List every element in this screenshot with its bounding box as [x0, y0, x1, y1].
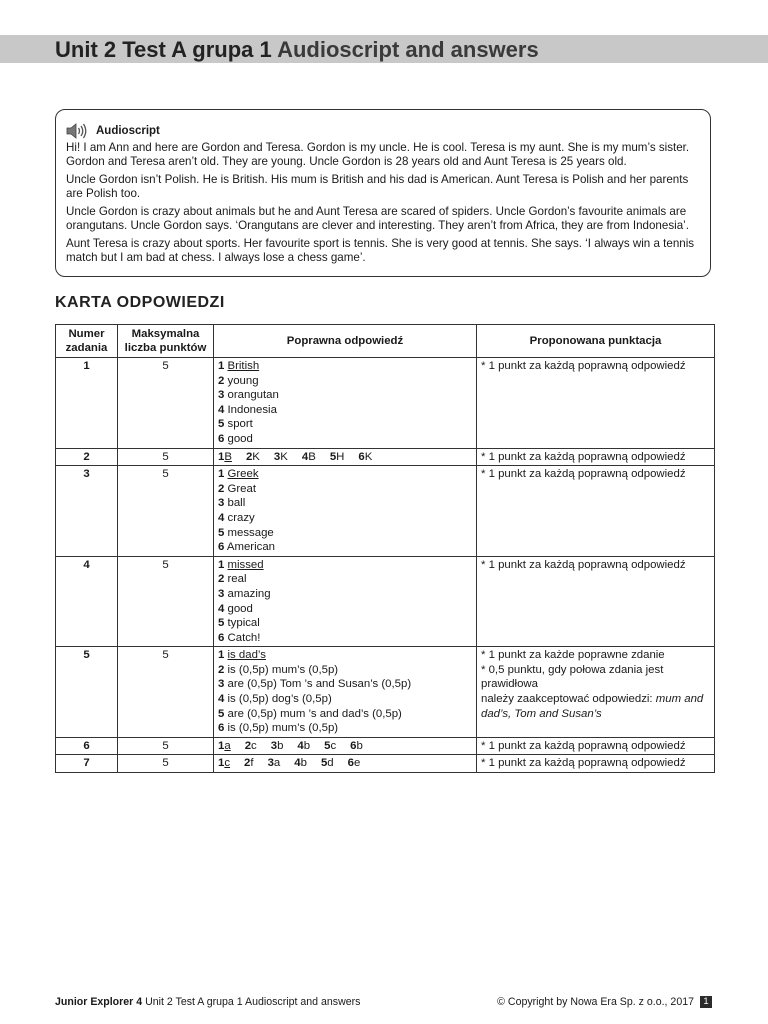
- answer-pair-number: 3: [267, 757, 274, 770]
- answer-item-number: 1: [218, 558, 225, 571]
- answer-pair-letter: a: [224, 739, 231, 752]
- answer-item: [218, 496, 472, 511]
- answer-item: [218, 602, 472, 617]
- section-title: KARTA ODPOWIEDZI: [55, 294, 225, 311]
- answer-item-text: typical: [227, 617, 260, 630]
- scoring-text: * 1 punkt za każdą poprawną odpowiedź: [481, 558, 686, 571]
- answer-pair: [218, 740, 238, 752]
- answer-item-text: real: [227, 573, 247, 586]
- answer-item-text: good: [227, 432, 253, 445]
- answer-pair-letter: H: [336, 450, 345, 463]
- answer-item-number: 5: [218, 707, 225, 720]
- answer-pair-number: 3: [273, 450, 281, 463]
- answer-pair: [358, 451, 379, 463]
- answer-item-number: 4: [218, 403, 225, 416]
- answer-item-number: 2: [218, 573, 225, 586]
- answer-pair-number: 5: [324, 739, 331, 752]
- correct-answer-cell: [214, 466, 477, 557]
- answer-item-text: sport: [227, 418, 253, 431]
- answer-item-number: 5: [218, 617, 225, 630]
- answer-pair-number: 4: [294, 757, 301, 770]
- answer-item-number: 6: [218, 432, 225, 445]
- answer-item: [218, 388, 472, 403]
- answer-item-text: message: [227, 526, 274, 539]
- answer-item-number: 2: [218, 482, 225, 495]
- answer-pair-number: 1: [218, 739, 225, 752]
- answer-item: [218, 677, 472, 692]
- answer-pair-letter: b: [277, 739, 284, 752]
- table-row: [56, 466, 715, 557]
- answer-pair-number: 2: [244, 757, 251, 770]
- correct-answer-cell: [214, 556, 477, 647]
- table-row: [56, 556, 715, 647]
- scoring-cell: [477, 556, 715, 647]
- scoring-text: * 1 punkt za każdą poprawną odpowiedź: [481, 450, 686, 463]
- max-points: 5: [118, 647, 214, 738]
- answer-item: [218, 707, 472, 722]
- footer-copyright: © Copyright by Nowa Era Sp. z o.o., 2017: [497, 996, 694, 1008]
- scoring-cell: [477, 448, 715, 466]
- footer-text: Unit 2 Test A grupa 1 Audioscript and answers: [145, 996, 361, 1008]
- max-points: 5: [118, 556, 214, 647]
- answer-pair-number: 6: [347, 757, 354, 770]
- answer-pair-letter: B: [308, 450, 316, 463]
- answer-item-number: 5: [218, 526, 225, 539]
- answer-pair-number: 2: [244, 739, 252, 752]
- answer-item-text: orangutan: [227, 389, 279, 402]
- answer-item: [218, 417, 472, 432]
- answer-item: [218, 403, 472, 418]
- answer-pair-number: 6: [350, 739, 357, 752]
- footer-book: Junior Explorer 4: [55, 996, 143, 1008]
- answer-item: [218, 587, 472, 602]
- answer-item-text: is (0,5p) mum’s (0,5p): [227, 663, 339, 676]
- scoring-line: * 0,5 punktu, gdy połowa zdania jest prawidłowa: [481, 663, 664, 691]
- scoring-cell: [477, 737, 715, 755]
- answer-pair-number: 1: [218, 450, 225, 463]
- scoring-text: * 1 punkt za każdą poprawną odpowiedź: [481, 468, 686, 481]
- answer-item-number: 3: [218, 389, 225, 402]
- answer-table: [55, 324, 715, 773]
- scoring-accept: [481, 692, 710, 721]
- answer-pair-letter: c: [330, 739, 337, 752]
- answer-pair-letter: B: [224, 450, 232, 463]
- task-number: 2: [56, 448, 118, 466]
- answer-item: [218, 526, 472, 541]
- answer-pair-number: 5: [329, 450, 337, 463]
- max-points: 5: [118, 448, 214, 466]
- table-row: [56, 647, 715, 738]
- answer-item-text: crazy: [227, 511, 255, 524]
- footer-left: [55, 995, 360, 1009]
- answer-item-number: 6: [218, 722, 225, 735]
- correct-answer-cell: [214, 358, 477, 449]
- table-row: [56, 358, 715, 449]
- answer-item-text: are (0,5p) mum ’s and dad’s (0,5p): [227, 707, 402, 720]
- answer-pair: [330, 451, 352, 463]
- task-number: 6: [56, 737, 118, 755]
- audioscript-label: Audioscript: [96, 124, 160, 137]
- answer-item-number: 4: [218, 693, 225, 706]
- answer-item-text: amazing: [227, 587, 271, 600]
- answer-pair-letter: b: [356, 739, 363, 752]
- audioscript-paragraph: Hi! I am Ann and here are Gordon and Teresa. Gordon is my uncle. He is cool. Teresa is my aunt. She is my mum’s sister. Gordon and Teresa aren’t old. They are young. Uncle Gordon is 28 years old and Aunt Teresa is 25 years old.: [66, 141, 690, 169]
- answer-item-number: 5: [218, 418, 225, 431]
- audioscript-box: [55, 109, 711, 277]
- answer-item-text: are (0,5p) Tom ’s and Susan’s (0,5p): [227, 678, 412, 691]
- answer-item: [218, 511, 472, 526]
- answer-item-number: 3: [218, 678, 225, 691]
- scoring-cell: [477, 647, 715, 738]
- header-poprawna: Poprawna odpowiedź: [214, 325, 477, 358]
- page-title-part1: Unit 2 Test A grupa 1: [55, 37, 272, 62]
- answer-pair: [302, 451, 323, 463]
- answer-item-number: 4: [218, 602, 225, 615]
- scoring-cell: [477, 358, 715, 449]
- answer-item-text: is (0,5p) dog’s (0,5p): [227, 693, 332, 706]
- answer-pair-letter: c: [224, 757, 231, 770]
- answer-item-number: 1: [218, 468, 225, 481]
- answer-item-number: 1: [218, 649, 225, 662]
- max-points: 5: [118, 466, 214, 557]
- answer-pair: [324, 740, 343, 752]
- answer-pair: [245, 740, 264, 752]
- max-points: 5: [118, 755, 214, 773]
- answer-item-number: 3: [218, 587, 225, 600]
- answer-item: [218, 558, 472, 573]
- table-row: [56, 755, 715, 773]
- answer-item: [218, 374, 472, 389]
- table-row: [56, 448, 715, 466]
- scoring-cell: [477, 466, 715, 557]
- answer-item-text: ball: [227, 497, 246, 510]
- answer-item-text: is (0,5p) mum’s (0,5p): [227, 722, 339, 735]
- answer-item: [218, 616, 472, 631]
- answer-item-text: young: [227, 374, 259, 387]
- answer-item-text: American: [226, 541, 276, 554]
- answer-pair-number: 2: [245, 450, 253, 463]
- speaker-icon: [66, 122, 88, 140]
- audioscript-paragraph: Uncle Gordon is crazy about animals but he and Aunt Teresa are scared of spiders. Uncle Gordon’s favourite animals are orangutans. Uncle Gordon says. ‘Orangutans are clever and interesting. They aren’t from Africa, they are from Indonesia’.: [66, 205, 689, 233]
- answer-item-text: missed: [227, 558, 264, 571]
- answer-item-number: 6: [218, 541, 225, 554]
- answer-pair-number: 5: [320, 757, 328, 770]
- answer-pair-number: 4: [301, 450, 309, 463]
- answer-pair: [274, 451, 295, 463]
- task-number: 4: [56, 556, 118, 647]
- answer-item-number: 1: [218, 360, 225, 372]
- answer-pair: [297, 740, 317, 752]
- page-title-part2: Audioscript and answers: [277, 37, 539, 62]
- answer-pair: [218, 757, 237, 769]
- answer-pair: [218, 451, 239, 463]
- answer-item: [218, 359, 472, 374]
- answer-pair-letter: c: [251, 739, 257, 752]
- answer-pair-letter: a: [273, 757, 281, 770]
- answer-pair-letter: f: [250, 757, 254, 770]
- answer-item-number: 3: [218, 497, 225, 510]
- answer-item-text: Greek: [227, 468, 259, 481]
- answer-pair-letter: K: [252, 450, 260, 463]
- answer-item-text: British: [227, 360, 260, 372]
- answer-item: [218, 572, 472, 587]
- scoring-text: * 1 punkt za każdą poprawną odpowiedź: [481, 739, 686, 752]
- scoring-line: * 1 punkt za każde poprawne zdanie: [481, 649, 665, 662]
- header-maks: Maksymalna liczba punktów: [118, 325, 214, 358]
- scoring-text: * 1 punkt za każdą poprawną odpowiedź: [481, 360, 686, 372]
- answer-item-text: Great: [227, 482, 257, 495]
- answer-item: [218, 721, 472, 736]
- task-number: 7: [56, 755, 118, 773]
- scoring-cell: [477, 755, 715, 773]
- answer-pair: [348, 757, 368, 769]
- correct-answer-cell: [214, 448, 477, 466]
- answer-item-number: 2: [218, 374, 225, 387]
- answer-item: [218, 663, 472, 678]
- answer-pair: [294, 757, 314, 769]
- answer-item: [218, 692, 472, 707]
- answer-item-text: Catch!: [227, 631, 261, 644]
- answer-item: [218, 648, 472, 663]
- answer-pair-letter: d: [327, 757, 334, 770]
- answer-pair-letter: K: [364, 450, 373, 463]
- answer-pair-letter: b: [300, 757, 307, 770]
- answer-item-text: Indonesia: [227, 403, 277, 416]
- header-numer: Numer zadania: [56, 325, 118, 358]
- answer-item: [218, 631, 472, 646]
- answer-item: [218, 482, 472, 497]
- table-row: [56, 737, 715, 755]
- audioscript-header: [66, 122, 700, 140]
- task-number: 5: [56, 647, 118, 738]
- header-punktacja: Proponowana punktacja: [477, 325, 715, 358]
- answer-item-number: 4: [218, 511, 225, 524]
- audioscript-paragraph: Aunt Teresa is crazy about sports. Her favourite sport is tennis. She is very good at tennis. She says. ‘I always win a tennis match but I am bad at chess. I always lose a chess game’.: [66, 237, 695, 265]
- answer-item: [218, 540, 472, 555]
- scoring-accept-text: należy zaakceptować odpowiedzi:: [481, 693, 653, 706]
- answer-item-text: good: [227, 602, 253, 615]
- correct-answer-cell: [214, 755, 477, 773]
- answer-pair-letter: K: [280, 450, 288, 463]
- answer-item-number: 6: [218, 631, 225, 644]
- answer-pair: [244, 757, 261, 769]
- footer: [55, 995, 712, 1009]
- task-number: 1: [56, 358, 118, 449]
- answer-pair-number: 3: [270, 739, 278, 752]
- answer-pair: [268, 757, 288, 769]
- correct-answer-cell: [214, 737, 477, 755]
- answer-pair-letter: e: [353, 757, 361, 770]
- answer-pair-number: 1: [218, 757, 225, 770]
- scoring-text: * 1 punkt za każdą poprawną odpowiedź: [481, 757, 686, 770]
- answer-pair-number: 6: [358, 450, 365, 463]
- answer-pair: [321, 757, 341, 769]
- correct-answer-cell: [214, 647, 477, 738]
- answer-pair: [246, 451, 267, 463]
- answer-pair: [271, 740, 291, 752]
- max-points: 5: [118, 358, 214, 449]
- answer-pair-number: 4: [297, 739, 304, 752]
- answer-item-text: is dad’s: [227, 649, 266, 662]
- answer-pair-letter: b: [303, 739, 311, 752]
- page-number: 1: [700, 996, 712, 1008]
- table-body: [56, 358, 715, 773]
- page-title: [55, 36, 539, 64]
- answer-pair: [350, 740, 370, 752]
- scoring-accept-answers: mum and dad’s, Tom and Susan’s: [481, 693, 704, 720]
- task-number: 3: [56, 466, 118, 557]
- answer-item-number: 2: [218, 663, 225, 676]
- table-header-row: [56, 325, 715, 358]
- audioscript-paragraph: Uncle Gordon isn’t Polish. He is British. His mum is British and his dad is American. Aunt Teresa is Polish and her parents are Polish too.: [66, 173, 689, 201]
- max-points: 5: [118, 737, 214, 755]
- answer-item: [218, 467, 472, 482]
- answer-item: [218, 432, 472, 447]
